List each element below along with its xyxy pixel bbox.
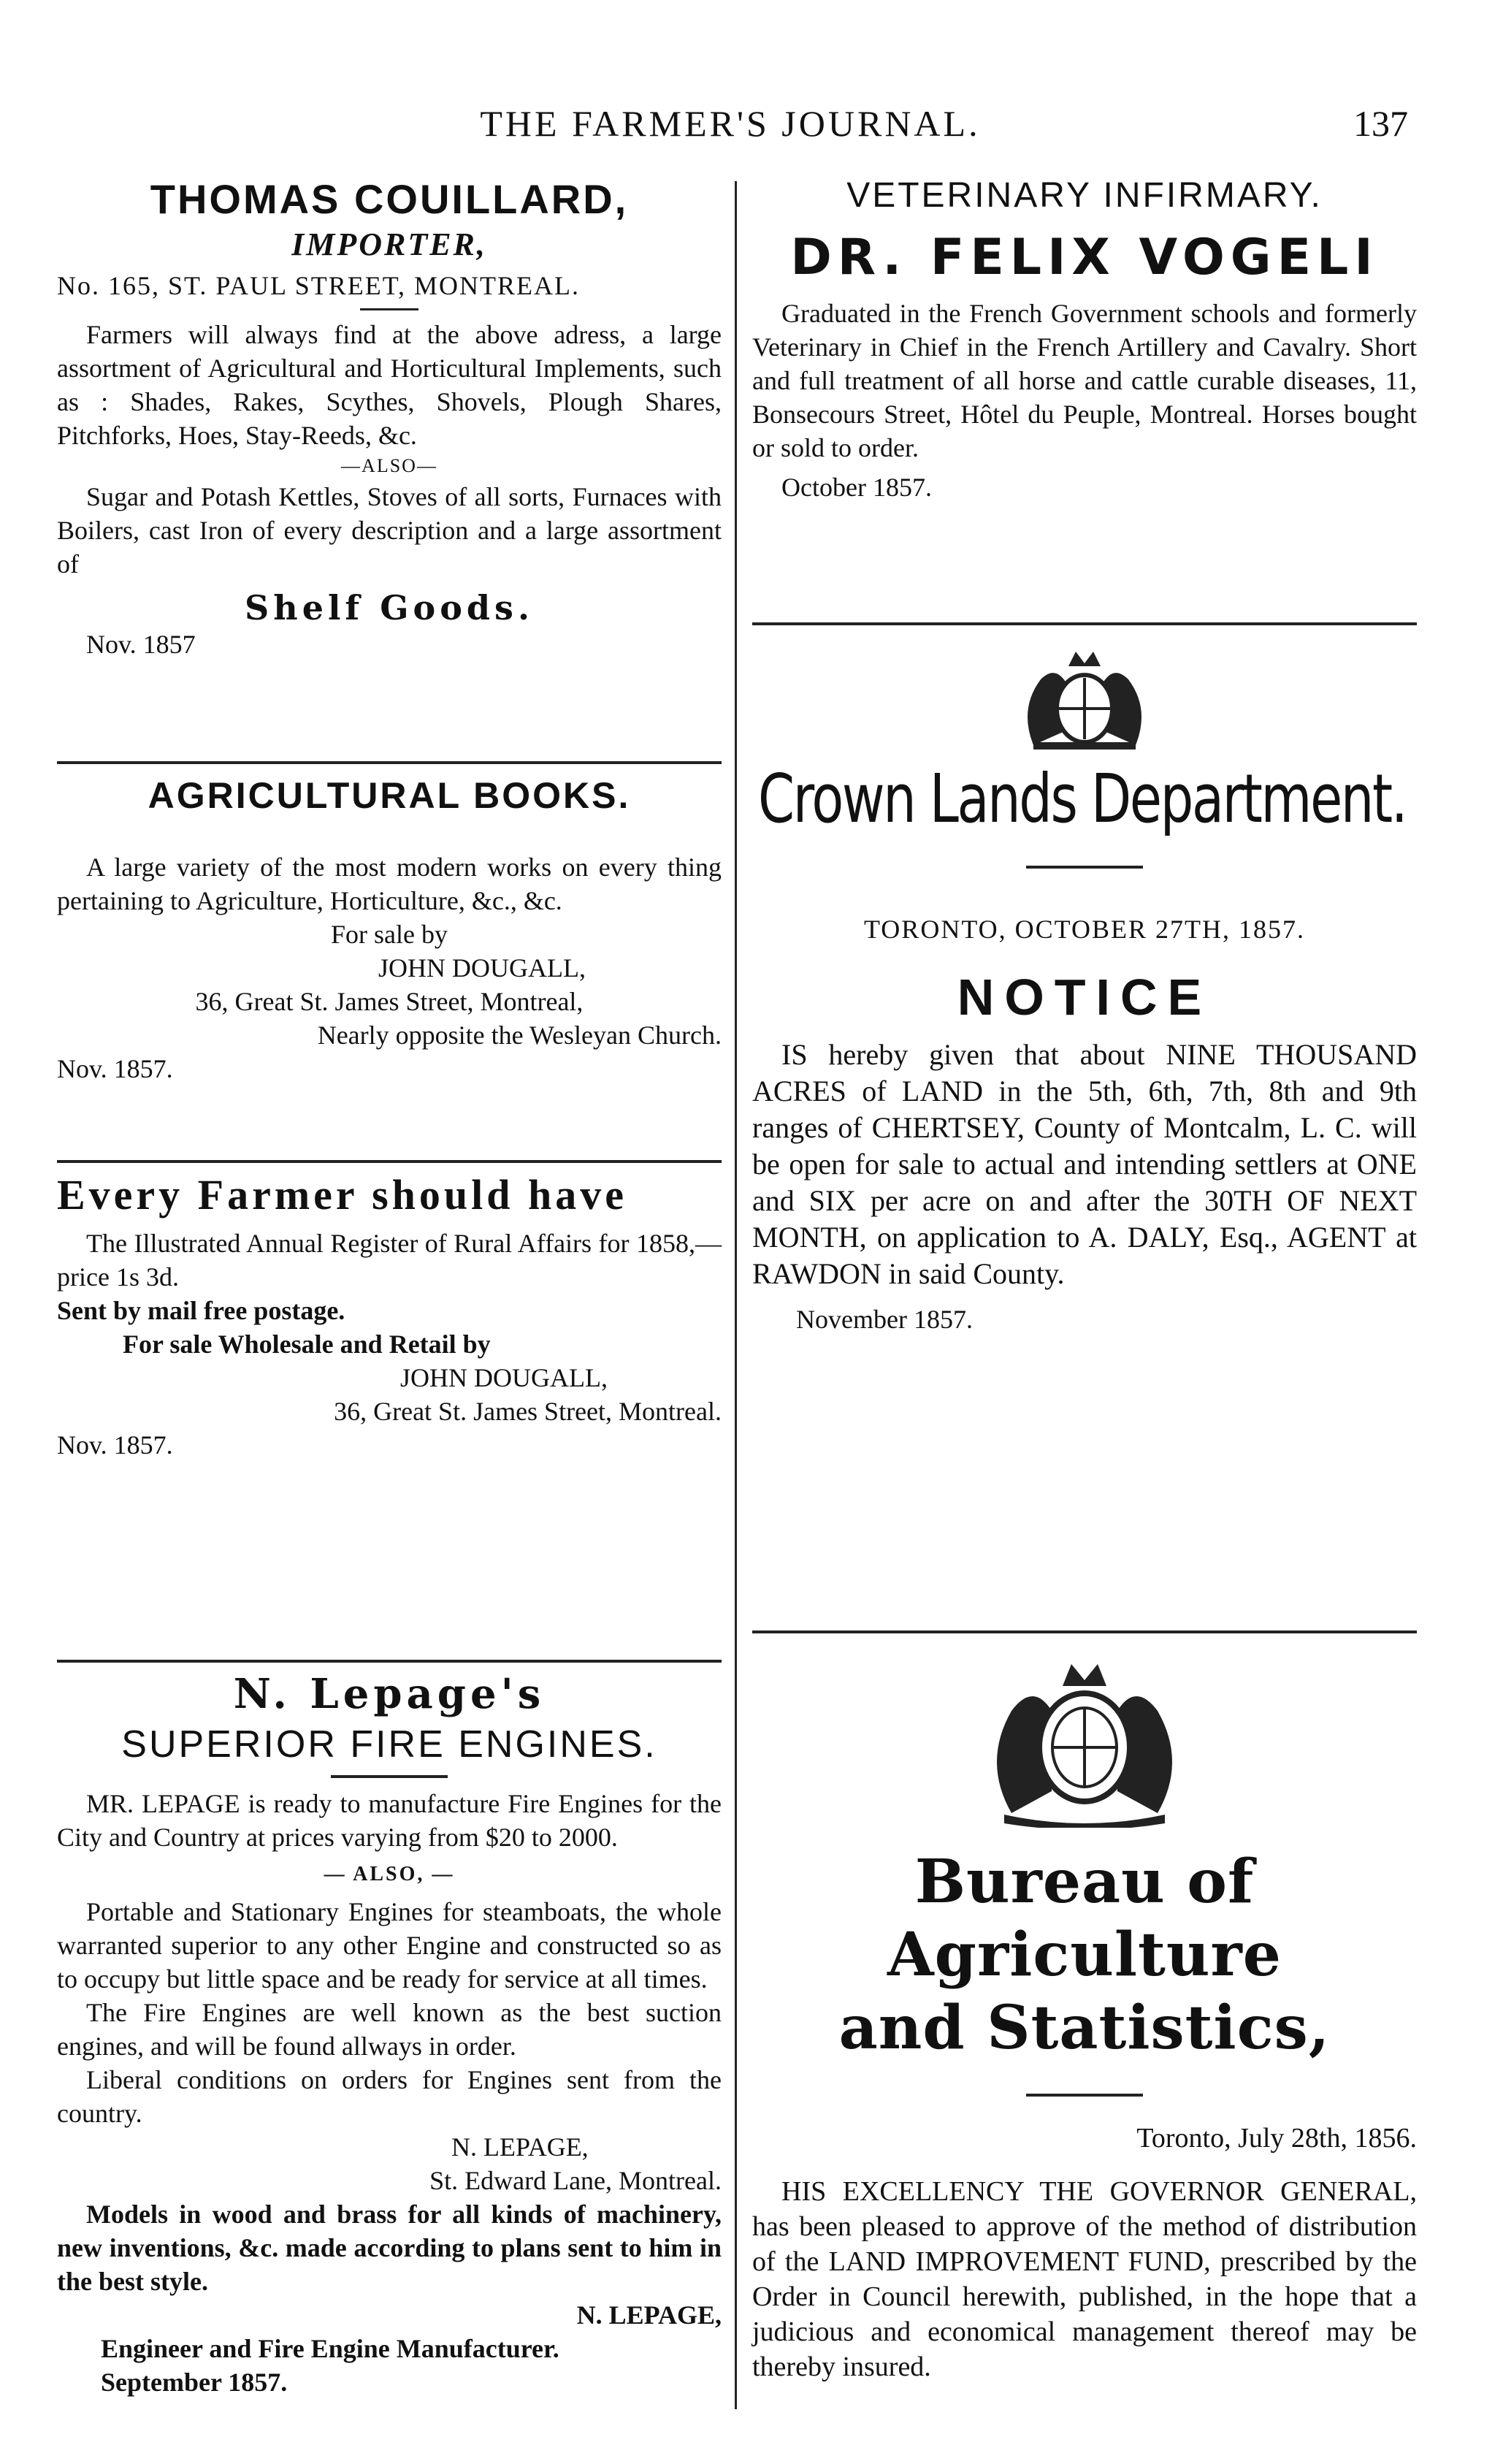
bureau-divider xyxy=(1026,2094,1143,2097)
lepage-sign-name: N. LEPAGE, xyxy=(451,2132,589,2162)
vet-title: VETERINARY INFIRMARY. xyxy=(846,176,1323,215)
royal-coat-of-arms-icon xyxy=(1004,643,1165,752)
couillard-role: IMPORTER, xyxy=(291,226,487,262)
books-title: AGRICULTURAL BOOKS. xyxy=(148,775,631,816)
lepage-title: N. Lepage's xyxy=(233,1670,546,1718)
crown-lands-advertisement xyxy=(752,643,1417,1336)
register-line-1: The Illustrated Annual Register of Rural Affairs for 1858,—price 1s 3d. xyxy=(57,1229,722,1292)
lepage-trade: Engineer and Fire Engine Manufacturer. xyxy=(101,2334,559,2363)
running-header: THE FARMER'S JOURNAL. xyxy=(480,103,981,144)
register-date: Nov. 1857. xyxy=(57,1430,173,1460)
register-line-2: Sent by mail free postage. xyxy=(57,1296,345,1325)
crown-lands-title: Crown Lands Department. xyxy=(758,760,1407,838)
crown-lands-dateline: TORONTO, OCTOBER 27TH, 1857. xyxy=(863,915,1306,944)
dash-divider xyxy=(360,308,418,310)
couillard-shelf-goods: Shelf Goods. xyxy=(245,588,534,628)
bureau-title-line-2: and Statistics, xyxy=(838,1993,1331,2063)
ad-separator xyxy=(57,761,722,764)
register-line-3: For sale Wholesale and Retail by xyxy=(123,1330,491,1359)
notice-heading: NOTICE xyxy=(957,969,1212,1026)
vet-date: October 1857. xyxy=(781,473,932,502)
crown-lands-body: IS hereby given that about NINE THOUSAND ACRES of LAND in the 5th, 6th, 7th, 8th and 9th ranges of CHERTSEY, County of Montcalm, L. C. will be open for sale to actual and intending settlers at ONE and SIX per acre on and after the 30TH OF NEXT MONTH, on application to A. DALY, Esq., AGENT at RAWDON in said County. xyxy=(752,1038,1417,1290)
page-number: 137 xyxy=(1353,103,1408,144)
lepage-body-4: Liberal conditions on orders for Engines sent from the country. xyxy=(57,2065,722,2128)
ad-separator xyxy=(752,1630,1417,1633)
couillard-body-1: Farmers will always find at the above adress, a large assortment of Agricultural and Horticultural Implements, such as : Shades, Rakes, Scythes, Shovels, Plough Shares, Pitchforks, Hoes, Stay-Reeds, &c. xyxy=(57,320,722,450)
ad-separator xyxy=(57,1660,722,1663)
couillard-address: No. 165, ST. PAUL STREET, MONTREAL. xyxy=(57,271,581,300)
bureau-advertisement xyxy=(752,1645,1417,2384)
lepage-advertisement xyxy=(57,1670,722,2399)
books-advertisement xyxy=(57,774,722,1086)
lepage-subtitle: SUPERIOR FIRE ENGINES. xyxy=(121,1723,657,1766)
books-address: 36, Great St. James Street, Montreal, xyxy=(195,987,584,1016)
column-divider xyxy=(735,181,737,2409)
register-title: Every Farmer should have xyxy=(57,1171,628,1218)
crown-lands-date: November 1857. xyxy=(796,1305,973,1334)
books-for-sale: For sale by xyxy=(331,920,448,949)
lepage-divider xyxy=(331,1775,448,1778)
lepage-sign-address: St. Edward Lane, Montreal. xyxy=(429,2166,722,2195)
bureau-dateline: Toronto, July 28th, 1856. xyxy=(1136,2123,1417,2154)
couillard-date: Nov. 1857 xyxy=(86,630,196,659)
bureau-body: HIS EXCELLENCY THE GOVERNOR GENERAL, has been pleased to approve of the method of distribution of the LAND IMPROVEMENT FUND, prescribed by the Order in Council herewith, published, in the hope that a judicious and economical management thereof may be thereby insured. xyxy=(752,2176,1417,2382)
lepage-body-5: Models in wood and brass for all kinds of machinery, new inventions, &c. made according to plans sent to him in the best style. xyxy=(57,2200,722,2296)
register-address: 36, Great St. James Street, Montreal. xyxy=(334,1397,722,1426)
couillard-advertisement xyxy=(57,175,722,661)
register-seller: JOHN DOUGALL, xyxy=(400,1363,608,1392)
couillard-also: —ALSO— xyxy=(341,455,437,476)
lepage-body-3: The Fire Engines are well known as the best suction engines, and will be found allways in order. xyxy=(57,1998,722,2061)
ad-separator xyxy=(752,622,1417,625)
couillard-name: THOMAS COUILLARD, xyxy=(150,176,629,222)
register-advertisement xyxy=(57,1170,722,1462)
lepage-body-1: MR. LEPAGE is ready to manufacture Fire Engines for the City and Country at prices varying from $20 to 2000. xyxy=(57,1789,722,1852)
books-nearby: Nearly opposite the Wesleyan Church. xyxy=(317,1021,722,1050)
ad-separator xyxy=(57,1160,722,1163)
vet-doctor-name: DR. FELIX VOGELI xyxy=(790,229,1379,286)
crown-lands-divider xyxy=(1026,866,1143,869)
books-seller: JOHN DOUGALL, xyxy=(378,953,586,983)
lepage-date: September 1857. xyxy=(101,2368,288,2397)
lepage-sign-2: N. LEPAGE, xyxy=(576,2300,722,2330)
books-body: A large variety of the most modern works on every thing pertaining to Agriculture, Horticulture, &c., &c. xyxy=(57,853,722,915)
couillard-body-2: Sugar and Potash Kettles, Stoves of all sorts, Furnaces with Boilers, cast Iron of every description and a large assortment of xyxy=(57,482,722,579)
books-date: Nov. 1857. xyxy=(57,1054,173,1083)
veterinary-advertisement xyxy=(752,175,1417,504)
royal-coat-of-arms-icon xyxy=(960,1645,1209,1828)
lepage-also: — ALSO, — xyxy=(324,1863,455,1885)
lepage-body-2: Portable and Stationary Engines for steamboats, the whole warranted superior to any other Engine and constructed so as to occupy but little space and be ready for service at all times. xyxy=(57,1897,722,1994)
vet-body: Graduated in the French Government schools and formerly Veterinary in Chief in the French Artillery and Cavalry. Short and full treatment of all horse and cattle curable diseases, 11, Bonsecours Street, Hôtel du Peuple, Montreal. Horses bought or sold to order. xyxy=(752,299,1417,462)
bureau-title-line-1: Bureau of Agriculture xyxy=(887,1847,1282,1990)
